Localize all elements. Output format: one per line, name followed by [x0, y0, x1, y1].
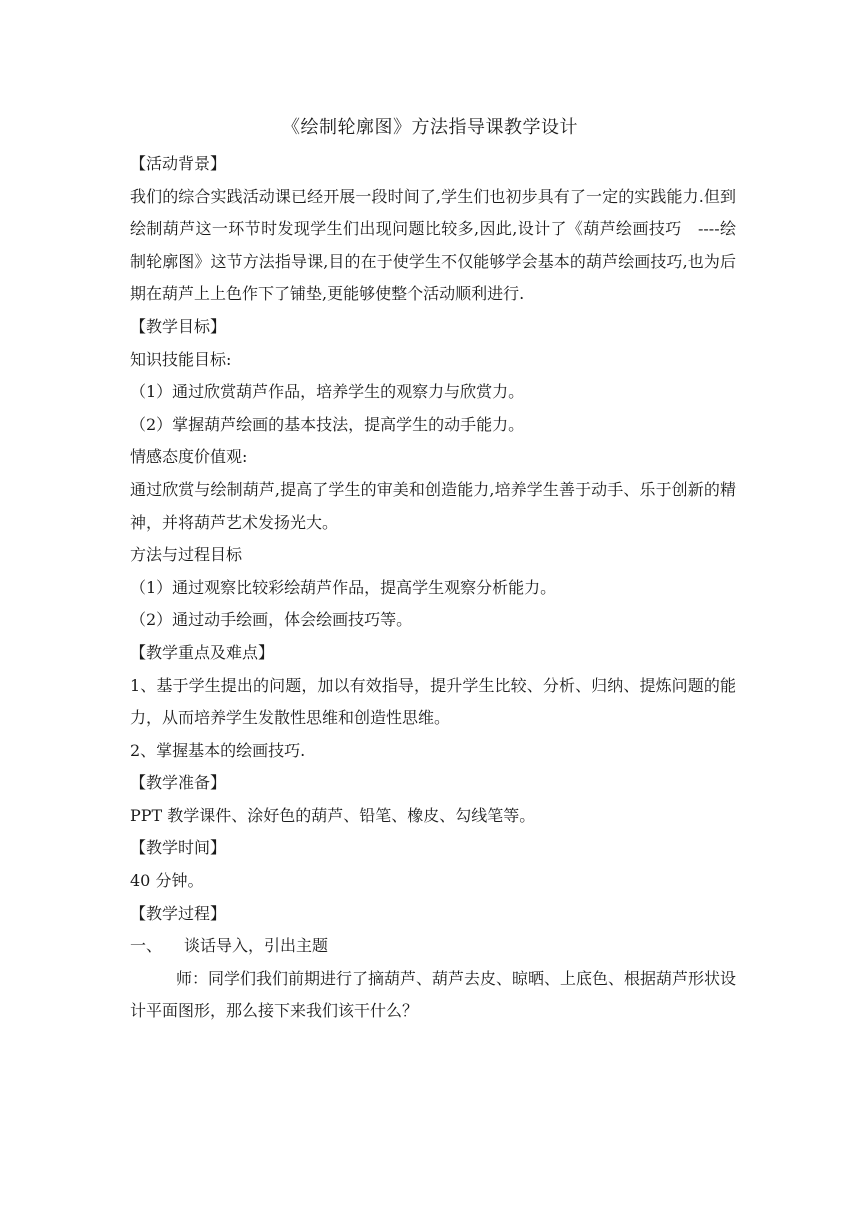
step-1-title: 谈话导入，引出主题 — [184, 936, 329, 956]
method-item-1: （1）通过观察比较彩绘葫芦作品，提高学生观察分析能力。 — [130, 577, 557, 597]
key-heading: 【教学重点及难点】 — [130, 642, 275, 662]
method-label: 方法与过程目标 — [130, 545, 243, 565]
process-heading: 【教学过程】 — [130, 903, 227, 923]
background-heading: 【活动背景】 — [130, 154, 227, 173]
document-body — [130, 148, 736, 1028]
step-1-heading — [130, 930, 736, 963]
emotion-paragraph: 通过欣赏与绘制葫芦,提高了学生的审美和创造能力,培养学生善于动手、乐于创新的精神，并将葫芦艺术发扬光大。 — [130, 479, 736, 532]
emotion-label: 情感态度价值观: — [130, 447, 248, 467]
time-paragraph: 40 分钟。 — [130, 871, 204, 891]
document-title: 《绘制轮廓图》方法指导课教学设计 — [282, 117, 578, 138]
teacher-paragraph: 师：同学们我们前期进行了摘葫芦、葫芦去皮、晾晒、上底色、根据葫芦形状设计平面图形，那么接下来我们该干什么？ — [130, 968, 737, 1021]
knowledge-item-1: （1）通过欣赏葫芦作品，培养学生的观察力与欣赏力。 — [130, 382, 525, 402]
key-item-1: 1、基于学生提出的问题，加以有效指导，提升学生比较、分析、归纳、提炼问题的能力，从而培养学生发散性思维和创造性思维。 — [130, 675, 736, 728]
background-paragraph: 我们的综合实践活动课已经开展一段时间了,学生们也初步具有了一定的实践能力.但到绘制葫芦这一环节时发现学生们出现问题比较多,因此,设计了《葫芦绘画技巧 ----绘制轮廓图》这节方法指导课,目的在于使学生不仅能够学会基本的葫芦绘画技巧,也为后期在葫芦上上色作下了铺垫,更能够使整个活动顺利进行. — [130, 186, 736, 304]
method-item-2: （2）通过动手绘画，体会绘画技巧等。 — [130, 610, 413, 630]
prep-heading: 【教学准备】 — [130, 773, 227, 793]
step-1-number: 一、 — [130, 936, 163, 956]
goals-heading: 【教学目标】 — [130, 316, 227, 336]
key-item-2: 2、掌握基本的绘画技巧. — [130, 740, 306, 760]
knowledge-label: 知识技能目标: — [130, 349, 232, 369]
time-heading: 【教学时间】 — [130, 838, 227, 858]
knowledge-item-2: （2）掌握葫芦绘画的基本技法，提高学生的动手能力。 — [130, 414, 525, 434]
prep-paragraph: PPT 教学课件、涂好色的葫芦、铅笔、橡皮、勾线笔等。 — [130, 805, 536, 825]
